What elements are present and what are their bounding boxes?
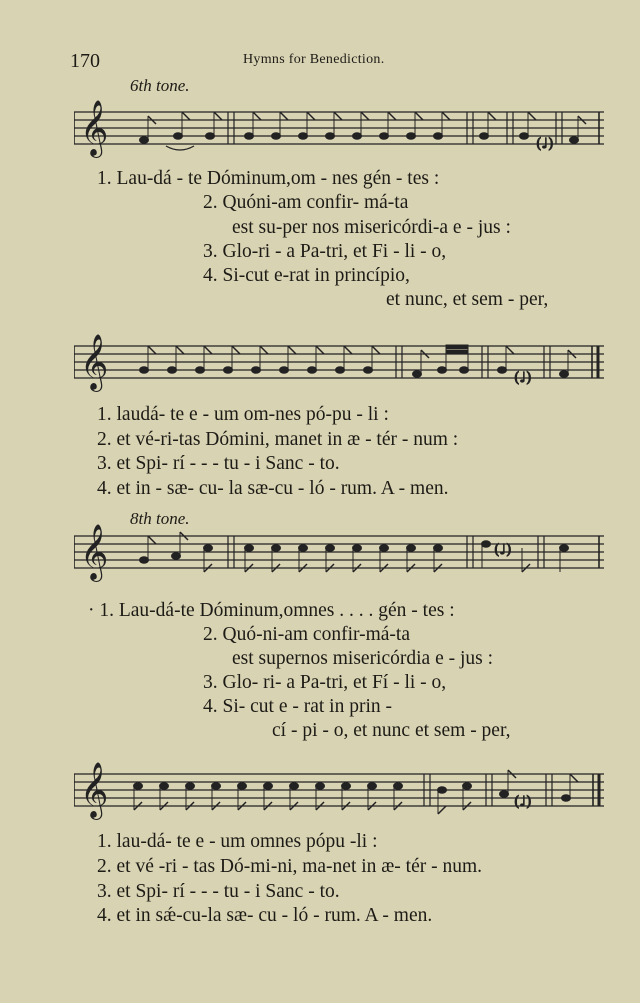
music-staff-1: [74, 100, 604, 164]
lyric-line: 3. et Spi- rí - - - tu - i Sanc - to.: [97, 453, 340, 474]
page-number: 170: [70, 50, 100, 72]
lyric-line: est supernos misericórdia e - jus :: [232, 648, 494, 669]
lyric-line: 1. laudá- te e - um om-nes pó-pu - li :: [97, 404, 389, 425]
lyric-line: 2. Quó-ni-am confir-má-ta: [203, 624, 410, 645]
tone-label-6th: 6th tone.: [130, 76, 190, 95]
tone-label-8th: 8th tone.: [130, 509, 190, 528]
lyric-line: et nunc, et sem - per,: [386, 289, 549, 310]
lyric-line: 1. lau-dá- te e - um omnes pópu -li :: [97, 831, 378, 852]
lyric-line: 4. Si- cut e - rat in prin -: [203, 696, 392, 717]
svg-text:(♩): (♩): [514, 370, 532, 386]
svg-text:𝄞: 𝄞: [80, 762, 109, 818]
lyric-line: 1. Lau-dá - te Dóminum,om - nes gén - tes :: [97, 168, 440, 189]
svg-text:𝄞: 𝄞: [80, 334, 109, 390]
music-staff-4: [74, 762, 604, 826]
lyric-line: 4. et in sǽ-cu-la sæ- cu - ló - rum. A - men.: [97, 905, 433, 926]
lyric-line: est su-per nos misericórdi-a e - jus :: [232, 217, 511, 238]
svg-text:(♩): (♩): [536, 136, 554, 152]
lyric-line: · 1. Lau-dá-te Dóminum,omnes . . . . gén - tes :: [88, 600, 455, 621]
lyric-line: 2. et vé -ri - tas Dó-mi-ni, ma-net in æ- tér - num.: [97, 856, 483, 877]
lyric-line: 3. Glo-ri - a Pa-tri, et Fi - li - o,: [203, 241, 447, 262]
music-staff-3: [74, 524, 604, 588]
svg-text:(♩): (♩): [514, 794, 532, 810]
svg-text:𝄞: 𝄞: [80, 100, 109, 156]
lyric-line: cí - pi - o, et nunc et sem - per,: [272, 720, 511, 741]
lyric-line: 3. et Spi- rí - - - tu - i Sanc - to.: [97, 881, 340, 902]
running-title: Hymns for Benediction.: [243, 52, 385, 67]
lyric-line: 4. et in - sæ- cu- la sæ-cu - ló - rum. A - men.: [97, 478, 449, 499]
lyric-line: 3. Glo- ri- a Pa-tri, et Fí - li - o,: [203, 672, 447, 693]
svg-text:𝄞: 𝄞: [80, 524, 109, 580]
music-staff-2: [74, 334, 604, 398]
lyric-line: 2. Quóni-am confir- má-ta: [203, 192, 409, 213]
lyric-line: 2. et vé-ri-tas Dómini, manet in æ - tér - num :: [97, 429, 459, 450]
svg-text:(♩): (♩): [494, 542, 512, 558]
lyric-line: 4. Si-cut e-rat in princípio,: [203, 265, 410, 286]
